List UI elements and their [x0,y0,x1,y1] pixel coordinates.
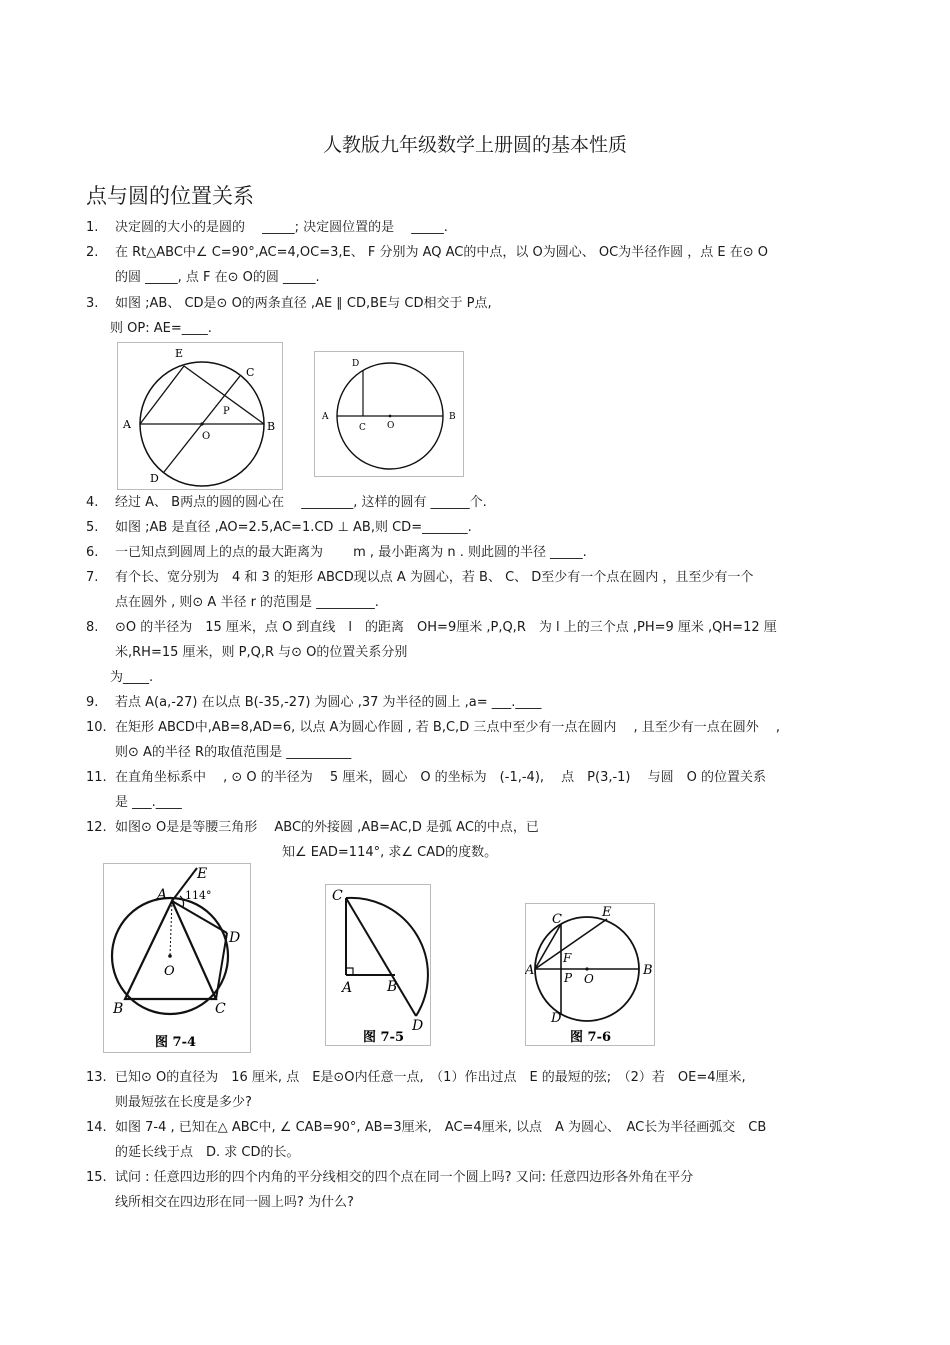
page-title: 人教版九年级数学上册圆的基本性质 [322,134,627,156]
question-text: ⊙O 的半径为 15 厘米，点 O 到直线 l 的距离 OH=9厘米 ,P,Q,R 为 l 上的三个点 ,PH=9 厘米 ,QH=12 厘 [115,620,777,635]
label-c: C [215,1001,226,1017]
figure-circle-diameters [117,342,283,490]
label-d: D [551,1011,562,1026]
question-number: 11. [86,770,107,785]
label-b: B [113,1001,124,1017]
question-number: 4. [86,495,99,510]
label-p: P [564,971,573,985]
question-number: 15. [86,1170,107,1185]
label-o: O [164,964,175,979]
label-f: F [563,951,572,965]
question-text: 的延长线于点 D. 求 CD的长。 [115,1145,300,1160]
question-7 [86,565,876,615]
label-b: B [449,412,456,422]
label-b: B [267,420,276,433]
label-o: O [584,972,594,986]
question-text: 是 ___.____ [115,795,182,810]
label-p: P [223,406,230,417]
label-a: A [157,887,168,903]
question-text: 如图⊙ O是是等腰三角形 ABC的外接圆 ,AB=AC,D 是弧 AC的中点，已 [115,820,539,835]
question-text: 若点 A(a,-27) 在以点 B(-35,-27) 为圆心 ,37 为半径的圆上 ,a= ___.____ [115,695,542,710]
angle-label: 114° [185,889,212,902]
label-d: D [150,472,159,485]
label-o: O [387,421,395,431]
question-text: 则最短弦在长度是多少? [115,1095,252,1110]
figure-circle-perpendicular [314,351,464,477]
question-11 [86,765,876,815]
question-text: 在矩形 ABCD中,AB=8,AD=6, 以点 A为圆心作圆 , 若 B,C,D 三点中至少有一点在圆内 , 且至少有一点在圆外 , [115,720,780,735]
question-15 [86,1165,876,1215]
question-text: 知∠ EAD=114°, 求∠ CAD的度数。 [282,845,498,860]
question-number: 1. [86,220,99,235]
question-text: 在 Rt△ABC中∠ C=90°,AC=4,OC=3,E、 F 分别为 AQ AC的中点，以 O为圆心、 OC为半径作圆 ，点 E 在⊙ O [115,245,769,260]
question-text: 则 OP: AE=____. [110,321,212,336]
question-text: 线所相交在四边形在同一圆上吗? 为什么? [115,1195,354,1210]
question-6 [86,540,876,565]
figure-7-6 [525,903,655,1046]
question-number: 9. [86,695,99,710]
figure-caption: 图 7-6 [570,1030,612,1045]
question-12 [86,815,876,865]
question-text: 则⊙ A的半径 R的取值范围是 __________ [115,745,352,760]
question-text: 点在圆外 , 则⊙ A 半径 r 的范围是 _________. [115,595,379,610]
question-4 [86,490,876,515]
label-a: A [525,963,535,978]
label-a: A [342,980,353,996]
question-number: 10. [86,720,107,735]
label-d: D [412,1018,424,1034]
question-3 [86,291,876,341]
question-13 [86,1065,876,1115]
figure-caption: 图 7-4 [155,1035,197,1050]
question-number: 13. [86,1070,107,1085]
question-2 [86,240,876,290]
label-c: C [332,888,343,904]
label-a: A [322,412,329,422]
question-text: 如图 ;AB 是直径 ,AO=2.5,AC=1.CD ⊥ AB,则 CD=_______. [115,520,472,535]
question-text: 决定圆的大小的是圆的 _____; 决定圆位置的是 _____. [115,220,448,235]
figure-7-4 [103,863,251,1053]
question-text: 试问 : 任意四边形的四个内角的平分线相交的四个点在同一个圆上吗? 又问: 任意四边形各外角在平分 [115,1170,694,1185]
question-text: 一已知点到圆周上的点的最大距离为 m , 最小距离为 n . 则此圆的半径 _____. [115,545,587,560]
question-text: 为____. [110,670,154,685]
label-d: D [352,359,360,369]
question-text: 米,RH=15 厘米，则 P,Q,R 与⊙ O的位置关系分别 [115,645,408,660]
question-number: 7. [86,570,99,585]
label-c: C [359,423,366,433]
question-number: 5. [86,520,99,535]
question-number: 8. [86,620,99,635]
question-text: 有个长、宽分别为 4 和 3 的矩形 ABCD现以点 A 为圆心，若 B、 C、 D至少有一个点在圆内 ，且至少有一个 [115,570,754,585]
question-14 [86,1115,876,1165]
section-heading: 点与圆的位置关系 [86,184,254,208]
label-c: C [246,366,255,379]
label-a: A [123,418,131,431]
question-5 [86,515,876,540]
question-8 [86,615,876,690]
question-text: 在直角坐标系中 , ⊙ O 的半径为 5 厘米，圆心 O 的坐标为 (-1,-4), 点 P(3,-1) 与圆 O 的位置关系 [115,770,766,785]
label-b: B [387,979,398,995]
label-b: B [643,963,653,978]
label-e: E [602,905,612,920]
label-o: O [202,431,211,442]
question-number: 2. [86,245,99,260]
question-number: 6. [86,545,99,560]
question-text: 已知⊙ O的直径为 16 厘米, 点 E是⊙O内任意一点, （1）作出过点 E 的最短的弦; （2）若 OE=4厘米, [115,1070,746,1085]
figure-caption: 图 7-5 [363,1030,405,1045]
question-number: 14. [86,1120,107,1135]
label-c: C [552,912,562,927]
label-e: E [175,347,184,360]
question-text: 如图 ;AB、 CD是⊙ O的两条直径 ,AE ∥ CD,BE与 CD相交于 P点, [115,296,492,311]
question-1 [86,215,876,240]
question-number: 12. [86,820,107,835]
question-text: 经过 A、 B两点的圆的圆心在 ________, 这样的圆有 ______个. [115,495,487,510]
question-9 [86,690,876,715]
question-text: 的圆 _____, 点 F 在⊙ O的圆 _____. [115,270,320,285]
question-number: 3. [86,296,99,311]
figure-7-5 [325,884,431,1046]
label-d: D [229,930,241,946]
question-10 [86,715,876,765]
question-text: 如图 7-4 , 已知在△ ABC中, ∠ CAB=90°, AB=3厘米, AC=4厘米, 以点 A 为圆心、 AC长为半径画弧交 CB [115,1120,767,1135]
label-e: E [197,866,208,882]
